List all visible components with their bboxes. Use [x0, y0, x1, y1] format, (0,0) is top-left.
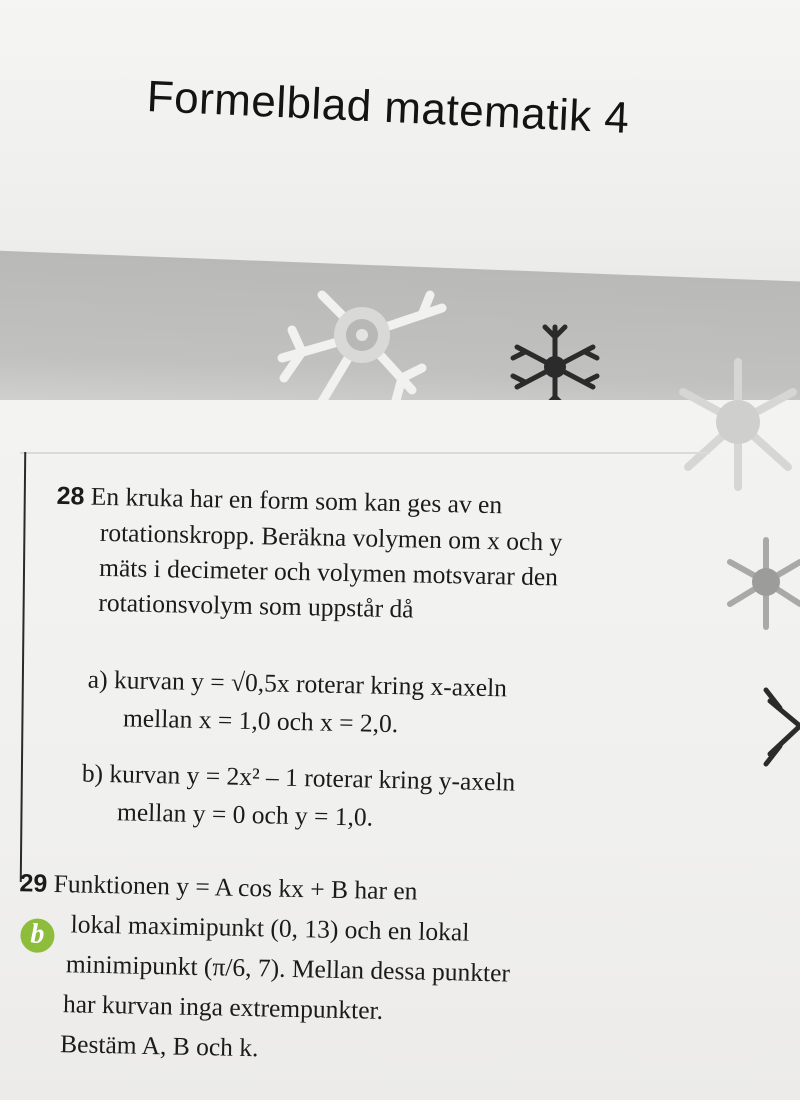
problem-text-line: rotationskropp. Beräkna volymen om x och y: [99, 517, 563, 557]
problem-number: 28: [56, 481, 85, 511]
subproblem-label: b): [81, 758, 104, 788]
problem-text-line: har kurvan inga extrempunkter.: [62, 989, 384, 1025]
problem-text-line: En kruka har en form som kan ges av en: [90, 481, 503, 520]
problem-28: [54, 478, 563, 630]
problem-text-line: lokal maximipunkt (0, 13) och en lokal: [70, 909, 470, 947]
problem-text-line: minimipunkt (π/6, 7). Mellan dessa punkter: [65, 949, 511, 988]
subproblem-label: a): [87, 664, 108, 695]
problem-29: [16, 863, 512, 1073]
problem-text-line: Funktionen y = A cos kx + B har en: [53, 868, 418, 906]
subproblem-b: [81, 755, 516, 840]
difficulty-badge: b: [20, 918, 55, 953]
subproblem-text-line: mellan y = 0 och y = 1,0.: [116, 797, 374, 832]
problem-text-line: mäts i decimeter och volymen motsvarar den: [98, 552, 559, 592]
subproblem-text-line: kurvan y = 2x² – 1 roterar kring y-axeln: [109, 759, 516, 797]
page-title: Formelblad matematik 4: [145, 72, 631, 143]
subproblem-a: [87, 661, 508, 746]
problem-text-line: Bestäm A, B och k.: [59, 1029, 259, 1063]
subproblem-text-line: kurvan y = √0,5x roterar kring x-axeln: [113, 665, 508, 703]
problem-number: 29: [19, 869, 48, 898]
problem-text-line: rotationsvolym som uppstår då: [98, 587, 414, 624]
subproblem-text-line: mellan x = 1,0 och x = 2,0.: [122, 703, 399, 739]
